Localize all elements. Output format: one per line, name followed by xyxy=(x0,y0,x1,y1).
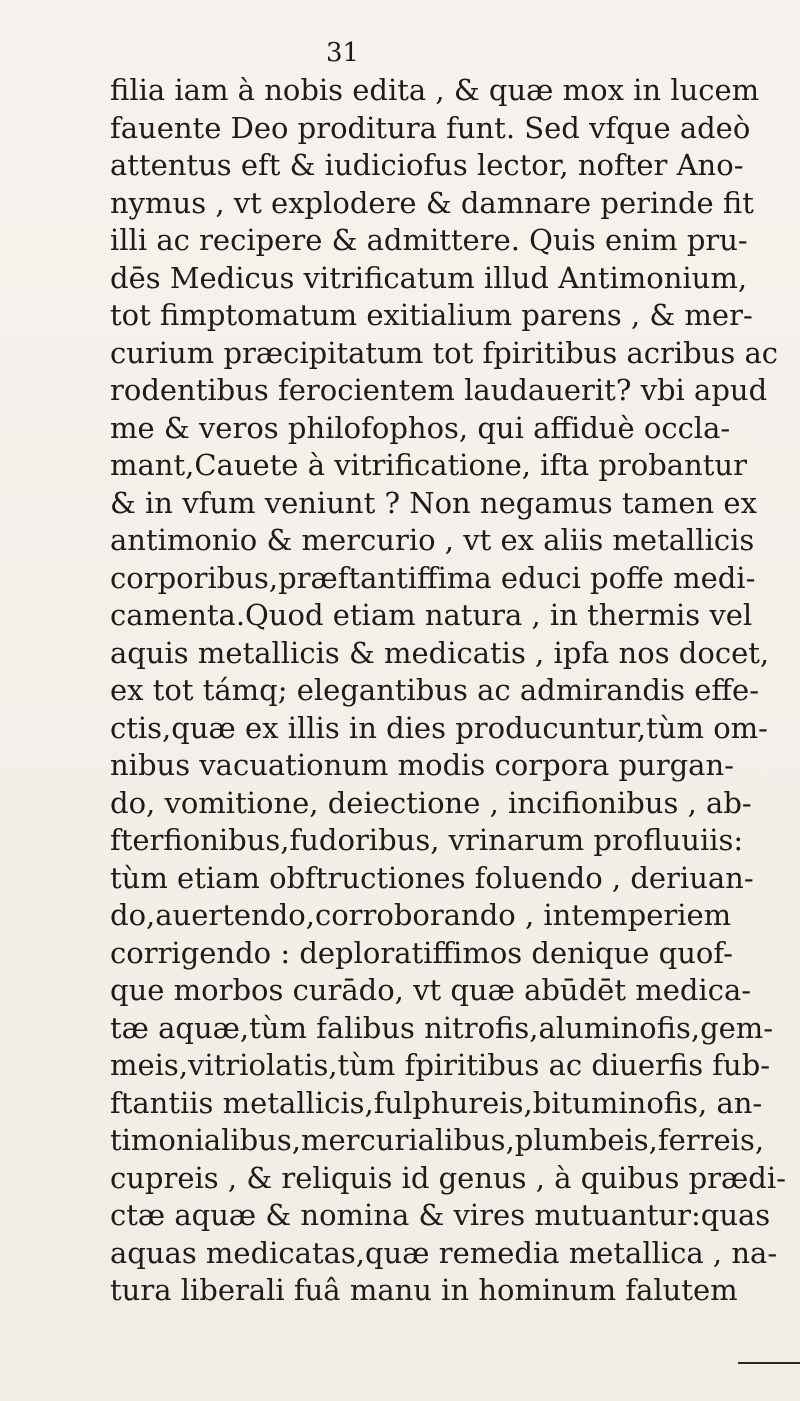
text-line: do,auertendo,corroborando , intemperiem xyxy=(110,898,732,932)
text-line: timonialibus,mercurialibus,plumbeis,ferreis, xyxy=(110,1123,765,1157)
text-line: filia iam à nobis edita , & quæ mox in lucem xyxy=(110,73,760,107)
text-line: aquis metallicis & medicatis , ipfa nos docet, xyxy=(110,635,770,670)
text-line: ftantiis metallicis,fulphureis,bituminofis, an- xyxy=(110,1085,763,1120)
text-line: fauente Deo proditura funt. Sed vfque adeò xyxy=(110,110,751,145)
text-line: do, vomitione, deiectione , incifionibus , ab- xyxy=(110,785,752,820)
text-line: corrigendo : deploratiffimos denique quof- xyxy=(110,935,733,970)
text-line: tura liberali fuâ manu in hominum falutem xyxy=(110,1273,738,1307)
text-line: rodentibus ferocientem laudauerit? vbi apud xyxy=(110,373,768,407)
text-line: curium præcipitatum tot fpiritibus acribus ac xyxy=(110,335,778,370)
text-line: tæ aquæ,tùm falibus nitrofis,aluminofis,gem- xyxy=(110,1010,774,1045)
text-line: me & veros philofophos, qui affiduè occla- xyxy=(110,410,731,445)
text-line: tùm etiam obftructiones foluendo , deriuan- xyxy=(110,860,754,895)
text-line: mant,Cauete à vitrificatione, ifta probantur xyxy=(110,448,747,482)
text-line: attentus eft & iudiciofus lector, nofter Ano- xyxy=(110,148,744,182)
text-line: nymus , vt explodere & damnare perinde fit xyxy=(110,185,754,220)
text-line: nibus vacuationum modis corpora purgan- xyxy=(110,748,734,782)
text-line: corporibus,præftantiffima educi poffe medi- xyxy=(110,560,756,595)
text-line: camenta.Quod etiam natura , in thermis vel xyxy=(110,598,753,632)
text-line: dēs Medicus vitrificatum illud Antimonium, xyxy=(110,260,748,295)
page-number: 31 xyxy=(326,38,360,68)
text-line: cupreis , & reliquis id genus , à quibus prædi- xyxy=(110,1160,786,1195)
text-line: aquas medicatas,quæ remedia metallica , na- xyxy=(110,1235,778,1270)
body-text xyxy=(110,72,786,1310)
text-line: illi ac recipere & admittere. Quis enim pru- xyxy=(110,223,748,257)
text-line: ctis,quæ ex illis in dies producuntur,tùm om- xyxy=(110,710,768,745)
text-line: meis,vitriolatis,tùm fpiritibus ac diuerfis fub- xyxy=(110,1048,771,1082)
text-line: que morbos curādo, vt quæ abūdēt medica- xyxy=(110,973,752,1007)
text-line: fterfionibus,fudoribus, vrinarum profluuiis: xyxy=(110,823,744,857)
edge-rule xyxy=(738,1362,800,1364)
text-line: tot fimptomatum exitialium parens , & mer- xyxy=(110,298,753,332)
text-line: antimonio & mercurio , vt ex aliis metallicis xyxy=(110,523,755,557)
text-line: ctæ aquæ & nomina & vires mutuantur:quas xyxy=(110,1198,771,1232)
text-line: ex tot támq; elegantibus ac admirandis effe- xyxy=(110,673,759,707)
text-line: & in vfum veniunt ? Non negamus tamen ex xyxy=(110,485,757,520)
